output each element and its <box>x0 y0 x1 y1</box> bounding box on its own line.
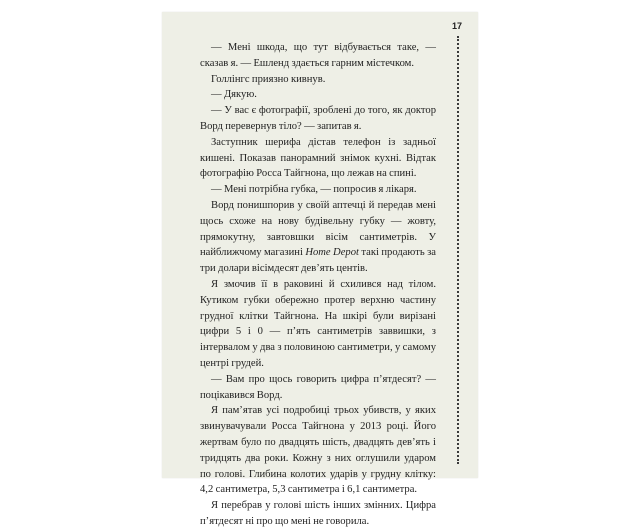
store-name: Home Depot <box>305 247 359 259</box>
paragraph: Голлінгс приязно кивнув. <box>211 73 326 85</box>
paragraph-text: такі продають за три долари вісімдесят дев’ять центів. <box>200 247 436 275</box>
paragraph: Заступник шерифа дістав телефон із задньої кишені. Показав панорамний знімок кухні. Відтак фотографію Росса Тайгнона, що лежав на спині. <box>200 136 436 180</box>
page-number: 17 <box>452 21 463 31</box>
book-page <box>162 12 478 527</box>
paragraph: Я перебрав у голові шість інших змінних. Цифра п’ятдесят ні про що мені не говорила. <box>200 500 436 527</box>
paragraph: — Вам про щось говорить цифра п’ятдесят? — поцікавився Ворд. <box>200 373 436 401</box>
paragraph: Я змочив її в раковині й схилився над тілом. Кутиком губки обережно протер верхню частину грудної клітки Тайгнона. На шкірі були вирізані цифри 5 і 0 — п’ять сантиметрів заввишки, з інтервалом у два з половиною сантиметри, у самому центрі грудей. <box>200 278 436 369</box>
body-text <box>200 40 436 530</box>
paragraph <box>200 198 436 277</box>
paragraph: — У вас є фотографії, зроблені до того, як доктор Ворд перевернув тіло? — запитав я. <box>200 105 436 132</box>
paragraph: Я пам’ятав усі подробиці трьох убивств, у яких звинувачували Росса Тайгнона у 2013 році. Його жертвам було по двадцять шість, двадцять дев’ять і тридцять два роки. Кожну з них оглушили ударом по голові. Глибина колотих ударів у грудну клітку: 4,2 сантиметра, 5,3 сантиметра і 6,1 сантиметра. <box>200 405 436 496</box>
paragraph: — Мені потрібна губка, — попросив я лікаря. <box>211 184 417 196</box>
paragraph: — Мені шкода, що тут відбувається таке, — сказав я. — Ешленд здається гарним містечком. <box>200 42 436 69</box>
dotted-margin-rule <box>457 36 459 464</box>
paragraph: — Дякую. <box>211 89 257 101</box>
paragraph-text: Ворд понишпорив у своїй аптечці й передав мені щось схоже на нову будівельну губку — жовту, прямокутну, завтовшки вісім сантиметрів. У найближчому магазині <box>200 199 436 259</box>
